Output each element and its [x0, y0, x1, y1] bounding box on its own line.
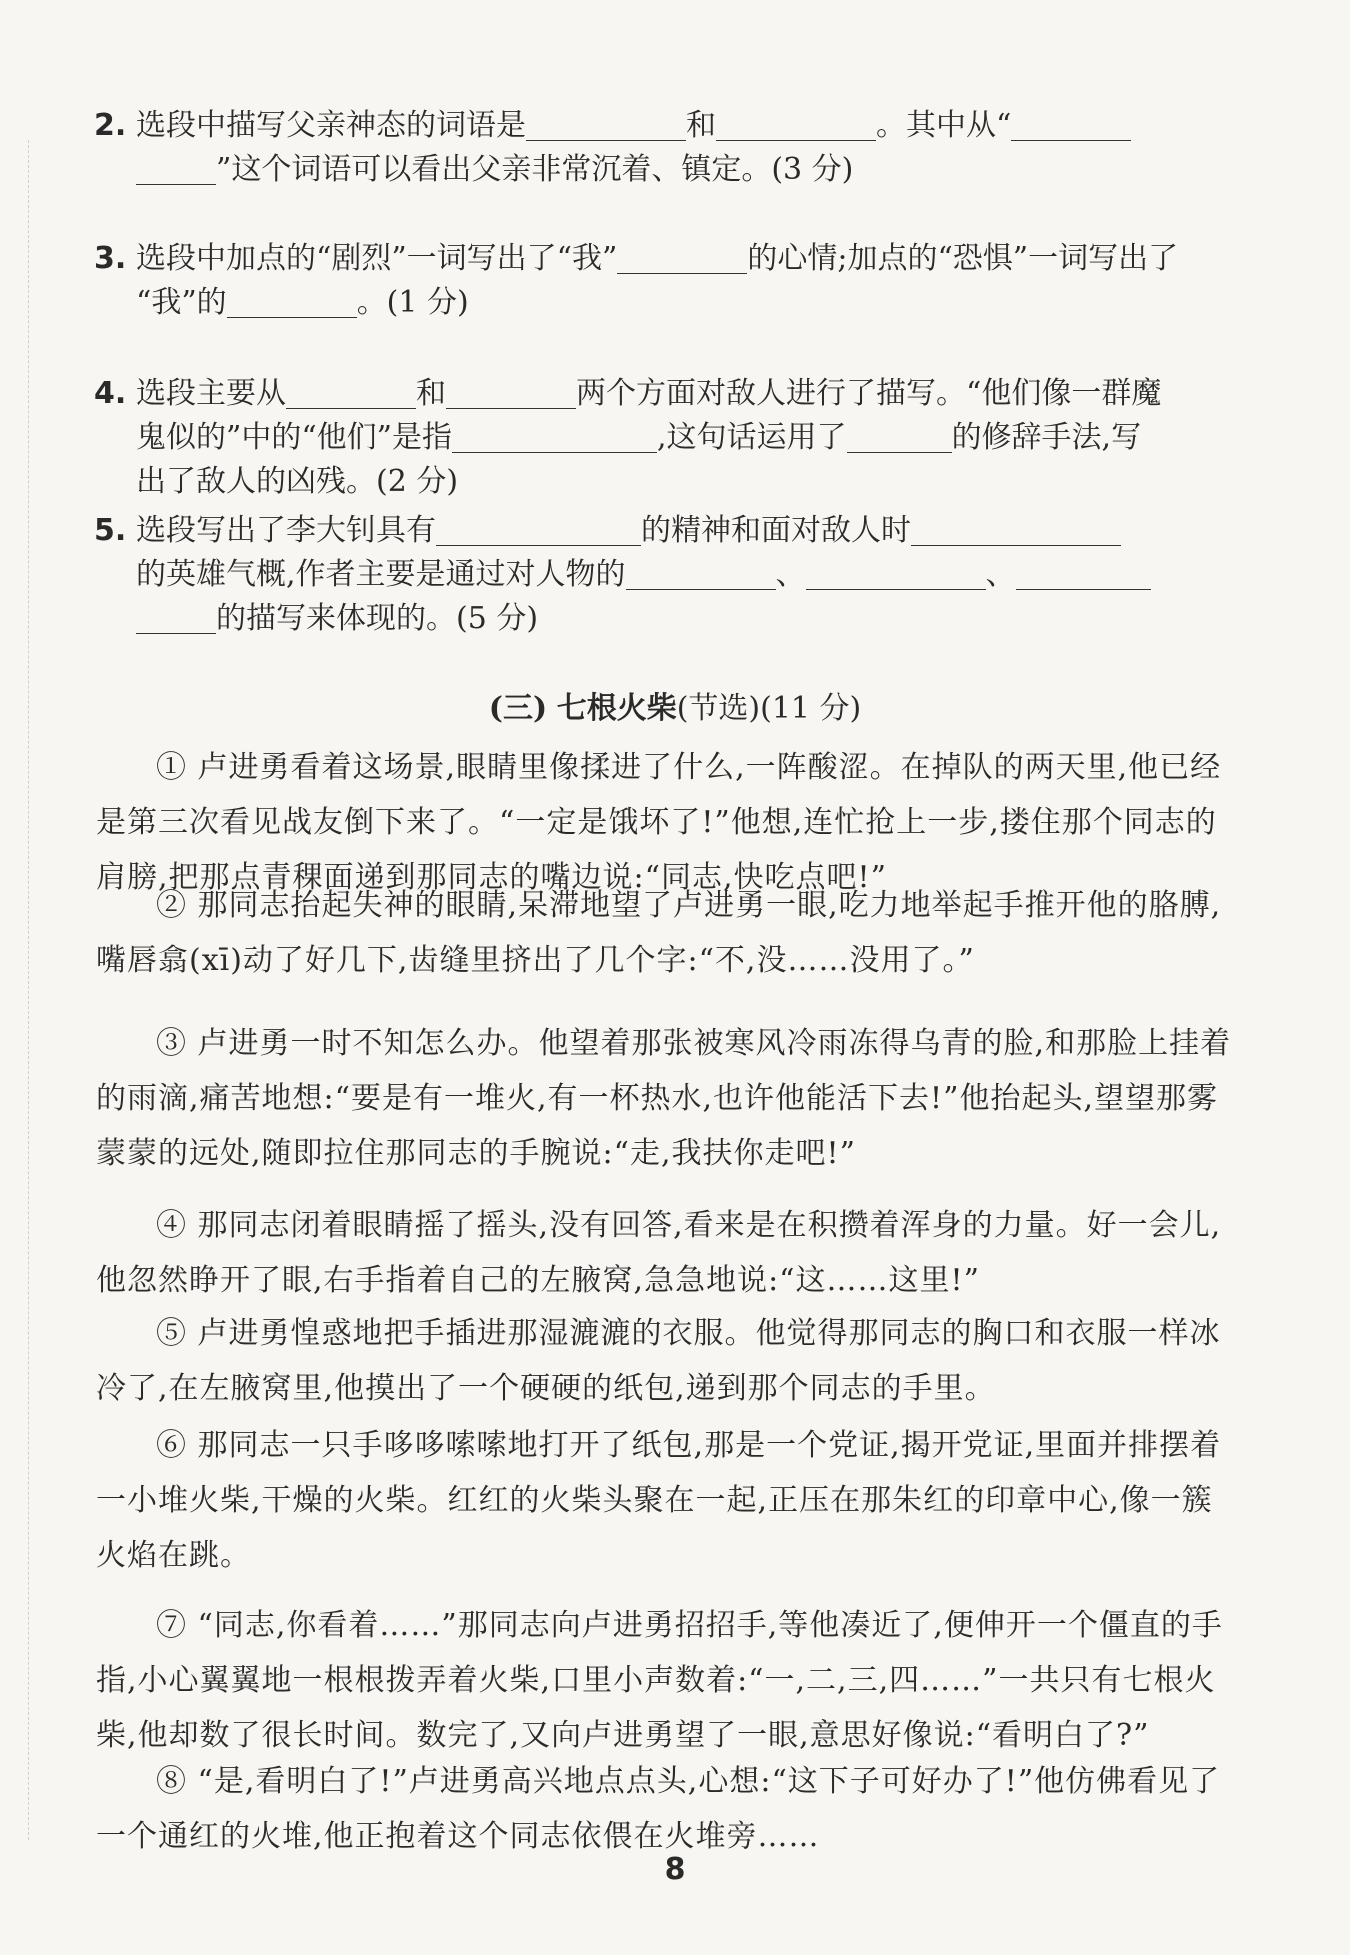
- paragraph-line: 的雨滴,痛苦地想:“要是有一堆火,有一杯热水,也许他能活下去!”他抬起头,望望那雾: [96, 1081, 1218, 1116]
- paragraph-line: ⑦ “同志,你看着……”那同志向卢进勇招招手,等他凑近了,便伸开一个僵直的手: [156, 1608, 1223, 1643]
- paragraph-line: 一小堆火柴,干燥的火柴。红红的火柴头聚在一起,正压在那朱红的印章中心,像一簇: [96, 1483, 1213, 1518]
- answer-blank[interactable]: [286, 372, 416, 409]
- paragraph-2: [96, 878, 1288, 988]
- section-name: 七根火柴: [556, 691, 677, 726]
- question-text: 和: [686, 108, 716, 143]
- paragraph-3: [96, 1016, 1288, 1181]
- question-line: [136, 454, 458, 509]
- paragraph-7: [96, 1598, 1288, 1763]
- paragraph-line: ⑤ 卢进勇惶惑地把手插进那湿漉漉的衣服。他觉得那同志的胸口和衣服一样冰: [156, 1316, 1221, 1351]
- question-number: 3.: [94, 241, 127, 276]
- paragraph-line: ② 那同志抬起失神的眼睛,呆滞地望了卢进勇一眼,吃力地举起手推开他的胳膊,: [156, 888, 1222, 923]
- paragraph-line: 柴,他却数了很长时间。数完了,又向卢进勇望了一眼,意思好像说:“看明白了?”: [96, 1718, 1150, 1753]
- paragraph-6: [96, 1418, 1288, 1583]
- answer-blank[interactable]: [452, 416, 657, 453]
- paragraph-line: ④ 那同志闭着眼睛摇了摇头,没有回答,看来是在积攒着浑身的力量。好一会儿,: [156, 1208, 1222, 1243]
- question-text: 的修辞手法,写: [951, 420, 1142, 455]
- question-3: [94, 231, 1284, 319]
- question-text: 选段主要从: [136, 376, 286, 411]
- paragraph-line: 嘴唇翕(xī)动了好几下,齿缝里挤出了几个字:“不,没……没用了。”: [96, 943, 975, 978]
- question-2: [94, 98, 1284, 186]
- question-text: 的精神和面对敌人时: [641, 513, 911, 548]
- question-text: 和: [416, 376, 446, 411]
- question-text: 出了敌人的凶残。(2 分): [136, 464, 459, 499]
- question-text: 两个方面对敌人进行了描写。“他们像一群魔: [576, 376, 1162, 411]
- question-text: “我”的: [136, 285, 227, 320]
- answer-blank[interactable]: [617, 237, 747, 274]
- paragraph-line: 一个通红的火堆,他正抱着这个同志依偎在火堆旁……: [96, 1819, 820, 1854]
- paragraph-8: [96, 1754, 1288, 1864]
- question-text: 鬼似的”中的“他们”是指: [136, 420, 453, 455]
- question-text: 、: [775, 557, 806, 592]
- paragraph-4: [96, 1198, 1288, 1308]
- margin-divider: [28, 140, 29, 1840]
- answer-blank[interactable]: [136, 148, 216, 185]
- answer-blank[interactable]: [526, 104, 686, 141]
- question-line: [136, 275, 469, 330]
- question-number: 4.: [94, 376, 127, 411]
- section-title: [0, 684, 1350, 734]
- question-text: 选段中加点的“剧烈”一词写出了“我”: [136, 241, 618, 276]
- answer-blank[interactable]: [806, 553, 986, 590]
- paragraph-line: 肩膀,把那点青稞面递到那同志的嘴边说:“同志,快吃点吧!”: [96, 860, 887, 895]
- question-text: 选段写出了李大钊具有: [136, 513, 436, 548]
- paragraph-line: ⑧ “是,看明白了!”卢进勇高兴地点点头,心想:“这下子可好办了!”他仿佛看见了: [156, 1764, 1221, 1799]
- answer-blank[interactable]: [626, 553, 776, 590]
- paragraph-line: ① 卢进勇看着这场景,眼睛里像揉进了什么,一阵酸涩。在掉队的两天里,他已经: [156, 750, 1222, 785]
- section-prefix: (三): [488, 691, 548, 726]
- paragraph-line: 他忽然睁开了眼,右手指着自己的左腋窝,急急地说:“这……这里!”: [96, 1263, 980, 1298]
- question-4: [94, 366, 1284, 498]
- question-5: [94, 503, 1284, 635]
- paragraph-5: [96, 1306, 1288, 1416]
- answer-blank[interactable]: [136, 597, 216, 634]
- paragraph-line: 蒙蒙的远处,随即拉住那同志的手腕说:“走,我扶你走吧!”: [96, 1136, 856, 1171]
- question-text: ,这句话运用了: [657, 420, 847, 455]
- question-text: 的英雄气概,作者主要是通过对人物的: [136, 557, 626, 592]
- paragraph-line: 火焰在跳。: [96, 1538, 251, 1573]
- question-text: 。(1 分): [356, 285, 469, 320]
- question-line: [136, 591, 538, 646]
- question-text: 选段中描写父亲神态的词语是: [136, 108, 526, 143]
- question-line: [136, 142, 853, 197]
- question-text: ”这个词语可以看出父亲非常沉着、镇定。(3 分): [216, 152, 854, 187]
- answer-blank[interactable]: [446, 372, 576, 409]
- answer-blank[interactable]: [1016, 553, 1151, 590]
- question-text: 的心情;加点的“恐惧”一词写出了: [747, 241, 1179, 276]
- question-text: 。其中从“: [876, 108, 1012, 143]
- question-text: 的描写来体现的。(5 分): [216, 601, 539, 636]
- answer-blank[interactable]: [436, 509, 641, 546]
- paragraph-line: 指,小心翼翼地一根根拨弄着火柴,口里小声数着:“一,二,三,四……”一共只有七根火: [96, 1663, 1216, 1698]
- answer-blank[interactable]: [716, 104, 876, 141]
- paragraph-line: ⑥ 那同志一只手哆哆嗦嗦地打开了纸包,那是一个党证,揭开党证,里面并排摆着: [156, 1428, 1222, 1463]
- paragraph-line: 冷了,在左腋窝里,他摸出了一个硬硬的纸包,递到那个同志的手里。: [96, 1371, 996, 1406]
- question-number: 5.: [94, 513, 127, 548]
- answer-blank[interactable]: [911, 509, 1121, 546]
- answer-blank[interactable]: [847, 416, 952, 453]
- question-number: 2.: [94, 108, 127, 143]
- question-text: 、: [985, 557, 1016, 592]
- section-note: (节选)(11 分): [676, 691, 862, 726]
- page-number: 8: [664, 1852, 686, 1887]
- answer-blank[interactable]: [1011, 104, 1131, 141]
- answer-blank[interactable]: [227, 281, 357, 318]
- paragraph-line: 是第三次看见战友倒下来了。“一定是饿坏了!”他想,连忙抢上一步,搂住那个同志的: [96, 805, 1217, 840]
- paragraph-line: ③ 卢进勇一时不知怎么办。他望着那张被寒风冷雨冻得乌青的脸,和那脸上挂着: [156, 1026, 1232, 1061]
